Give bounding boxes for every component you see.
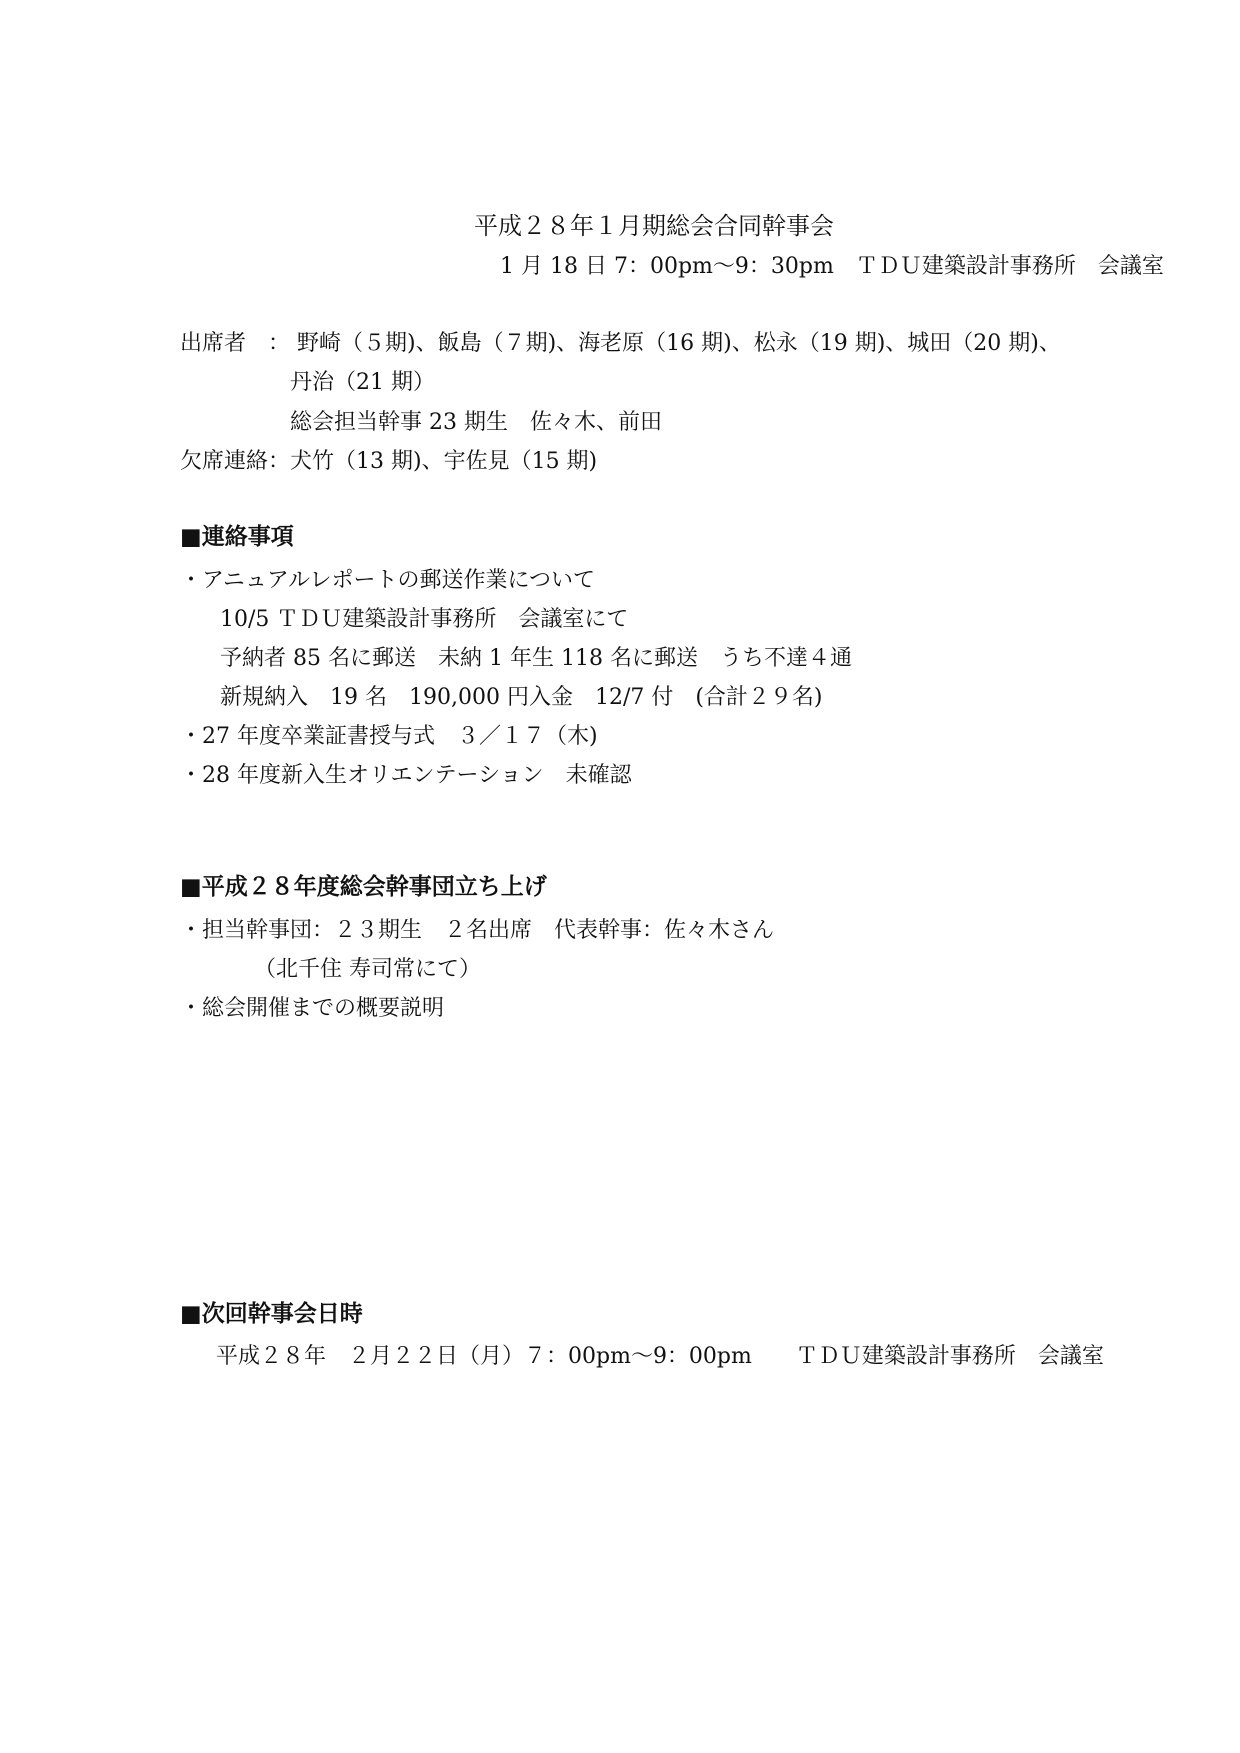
launch-item: ・担当幹事団：２３期生 ２名出席 代表幹事：佐々木さん <box>180 918 775 943</box>
notice-item: ・27 年度卒業証書授与式 ３／１７（木) <box>180 724 598 749</box>
launch-item: ・総会開催までの概要説明 <box>180 996 445 1021</box>
notice-item: 予納者 85 名に郵送 未納 1 年生 118 名に郵送 うち不達４通 <box>220 646 852 671</box>
notice-item: 10/5 ＴＤＵ建築設計事務所 会議室にて <box>220 607 629 632</box>
notice-item: 新規納入 19 名 190,000 円入金 12/7 付 (合計２９名) <box>220 685 823 710</box>
section-heading-launch: ■平成２８年度総会幹事団立ち上げ <box>180 874 547 900</box>
next-meeting-detail: 平成２８年 ２月２２日（月）７：00pm〜9：00pm ＴＤＵ建築設計事務所 会議室 <box>216 1344 1104 1369</box>
attendees-line-3: 総会担当幹事 23 期生 佐々木、前田 <box>290 410 662 435</box>
notice-item: ・アニュアルレポートの郵送作業について <box>180 568 596 593</box>
section-heading-notices: ■連絡事項 <box>180 524 294 550</box>
launch-item: （北千住 寿司常にて） <box>254 957 481 982</box>
attendees-line-2: 丹治（21 期） <box>290 370 435 395</box>
section-heading-next-meeting: ■次回幹事会日時 <box>180 1301 363 1327</box>
notice-item: ・28 年度新入生オリエンテーション 未確認 <box>180 763 632 788</box>
document-title: 平成２８年１月期総会合同幹事会 <box>474 212 834 240</box>
meeting-datetime-location: 1 月 18 日 7：00pm〜9：30pm ＴＤＵ建築設計事務所 会議室 <box>500 254 1164 279</box>
attendees-line-1: 出席者 ： 野崎（５期)、飯島（７期)、海老原（16 期)、松永（19 期)、城田（20 期)、 <box>180 331 1061 356</box>
absentees-line: 欠席連絡：犬竹（13 期)、宇佐見（15 期) <box>180 449 598 474</box>
